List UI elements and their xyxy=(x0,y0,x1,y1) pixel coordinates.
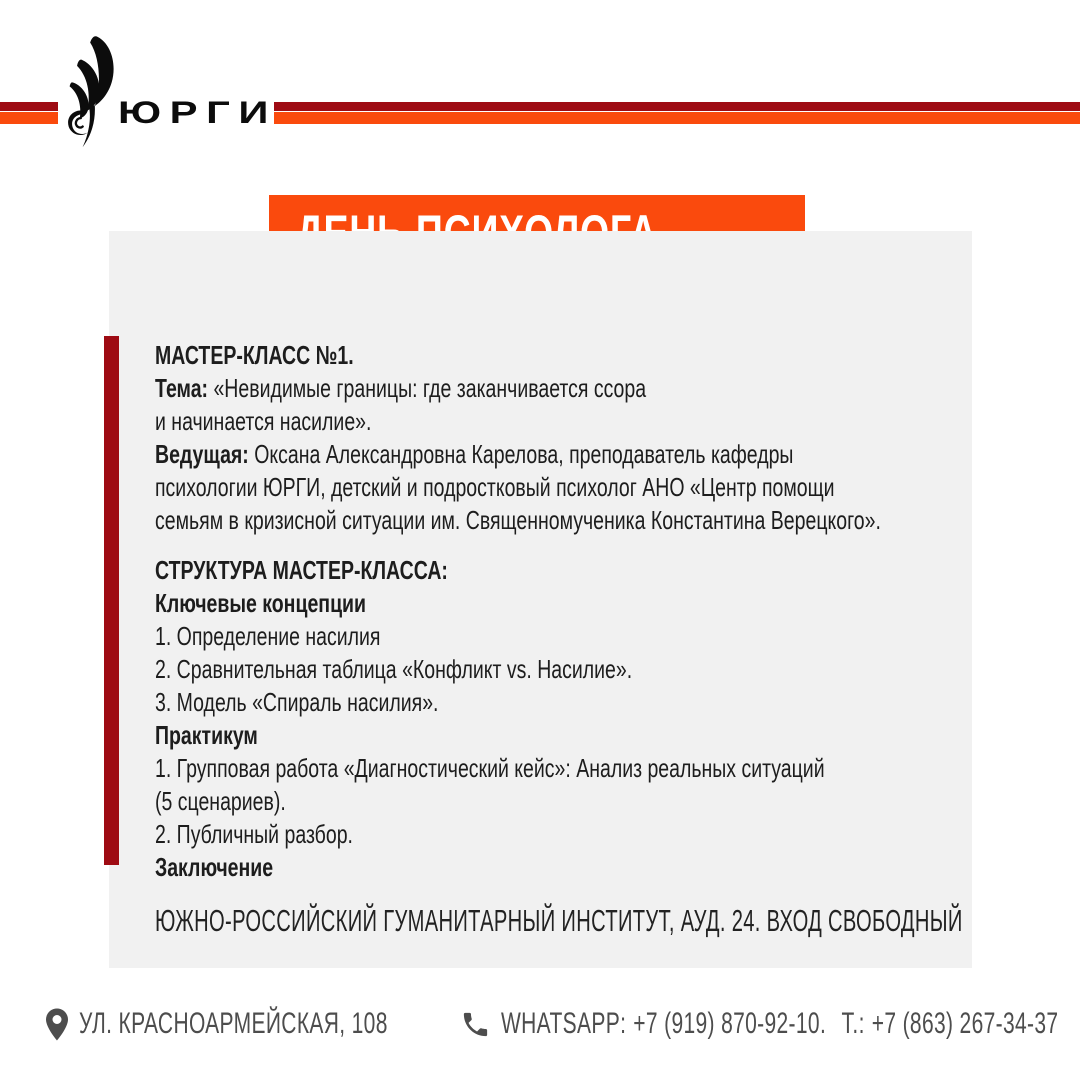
feather-quill-icon xyxy=(64,36,120,153)
phones-text xyxy=(501,1007,1058,1041)
text-line: 3. Модель «Спираль насилия». xyxy=(155,687,439,717)
text-line: МАСТЕР-КЛАСС №1. xyxy=(155,340,354,370)
header-stripe-orange-left xyxy=(0,112,58,124)
phone-label: Т.: xyxy=(841,1007,865,1040)
card-body xyxy=(155,339,955,884)
text-line: (5 сценариев). xyxy=(155,786,286,816)
location-pin-icon xyxy=(45,1007,69,1042)
text-line: 2. Сравнительная таблица «Конфликт vs. Насилие». xyxy=(155,654,633,684)
card-section-1 xyxy=(155,339,955,537)
text-line: Практикум xyxy=(155,720,258,750)
brand-wordmark: ЮРГИ xyxy=(118,95,277,131)
whatsapp-number: +7 (919) 870-92-10. xyxy=(633,1007,827,1040)
header-stripe-orange-right xyxy=(274,112,1080,124)
whatsapp-label: WHATSAPP: xyxy=(501,1007,627,1040)
header-stripe-dark-right xyxy=(274,102,1080,111)
text-line: семьям в кризисной ситуации им. Священномученика Константина Верецкого». xyxy=(155,505,881,535)
text-line: 1. Определение насилия xyxy=(155,621,381,651)
text-line: Ведущая: Оксана Александровна Карелова, преподаватель кафедры xyxy=(155,439,794,469)
text-line: психологии ЮРГИ, детский и подростковый психолог АНО «Центр помощи xyxy=(155,472,835,502)
text-line: 2. Публичный разбор. xyxy=(155,819,353,849)
text-line: Ключевые концепции xyxy=(155,588,367,618)
text-line: Тема: «Невидимые границы: где заканчивается ссора xyxy=(155,373,647,403)
phone-number: +7 (863) 267-34-37 xyxy=(871,1007,1059,1040)
text-line: 1. Групповая работа «Диагностический кейс»: Анализ реальных ситуаций xyxy=(155,753,825,783)
footer-contacts xyxy=(45,1000,1059,1048)
venue-text: ЮЖНО-РОССИЙСКИЙ ГУМАНИТАРНЫЙ ИНСТИТУТ, АУД. 24. ВХОД СВОБОДНЫЙ xyxy=(155,903,963,938)
header-stripe-dark-left xyxy=(0,102,58,111)
card-section-2 xyxy=(155,554,955,884)
left-accent-bar xyxy=(104,336,119,865)
text-line: и начинается насилие». xyxy=(155,406,372,436)
text-line: Заключение xyxy=(155,852,274,882)
phone-icon xyxy=(460,1009,491,1040)
venue-line xyxy=(155,903,1080,939)
address-text: УЛ. КРАСНОАРМЕЙСКАЯ, 108 xyxy=(79,1007,388,1040)
text-line: СТРУКТУРА МАСТЕР-КЛАССА: xyxy=(155,555,448,585)
